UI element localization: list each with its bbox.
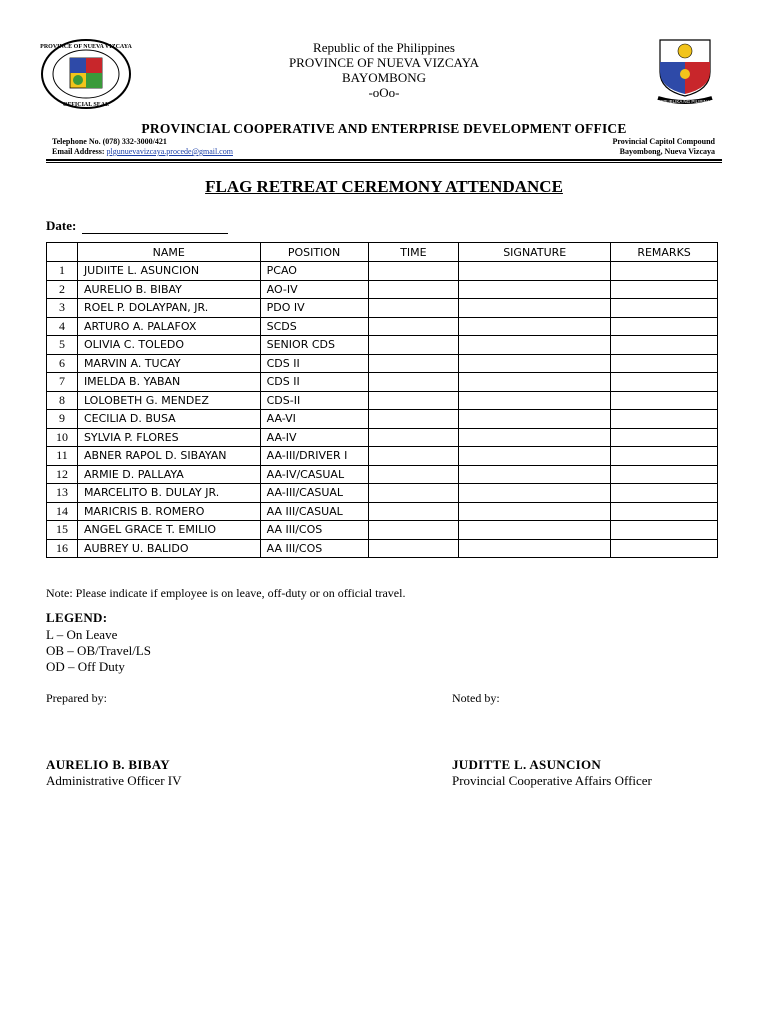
row-name: OLIVIA C. TOLEDO xyxy=(77,336,260,355)
header-remarks: REMARKS xyxy=(611,243,718,262)
telephone: Telephone No. (078) 332-3000/421 xyxy=(52,137,167,146)
noted-by-title: Provincial Cooperative Affairs Officer xyxy=(452,773,652,788)
row-signature-cell[interactable] xyxy=(459,521,611,540)
row-time-cell[interactable] xyxy=(368,317,459,336)
table-row xyxy=(47,539,718,558)
row-remarks-cell[interactable] xyxy=(611,465,718,484)
row-signature-cell[interactable] xyxy=(459,428,611,447)
row-name: IMELDA B. YABAN xyxy=(77,373,260,392)
row-signature-cell[interactable] xyxy=(459,299,611,318)
government-header xyxy=(0,40,768,100)
table-row xyxy=(47,262,718,281)
row-position: CDS II xyxy=(260,373,368,392)
table-row xyxy=(47,465,718,484)
row-position: SENIOR CDS xyxy=(260,336,368,355)
row-name: ROEL P. DOLAYPAN, JR. xyxy=(77,299,260,318)
row-position: AA-III/DRIVER I xyxy=(260,447,368,466)
municipality-line: BAYOMBONG xyxy=(341,70,427,85)
row-number: 6 xyxy=(47,354,78,373)
province-line: PROVINCE OF NUEVA VIZCAYA xyxy=(288,55,480,70)
prepared-by-name: AURELIO B. BIBAY xyxy=(46,757,170,772)
row-position: CDS-II xyxy=(260,391,368,410)
address-line-1: Provincial Capitol Compound xyxy=(612,137,715,146)
row-time-cell[interactable] xyxy=(368,354,459,373)
row-name: CECILIA D. BUSA xyxy=(77,410,260,429)
prepared-by-title: Administrative Officer IV xyxy=(46,773,182,788)
row-position: SCDS xyxy=(260,317,368,336)
row-name: MARCELITO B. DULAY JR. xyxy=(77,484,260,503)
row-remarks-cell[interactable] xyxy=(611,373,718,392)
legend-item-off-duty: OD – Off Duty xyxy=(46,659,125,674)
row-signature-cell[interactable] xyxy=(459,447,611,466)
address-line-2: Bayombong, Nueva Vizcaya xyxy=(619,147,715,156)
row-time-cell[interactable] xyxy=(368,262,459,281)
table-row xyxy=(47,447,718,466)
row-remarks-cell[interactable] xyxy=(611,539,718,558)
row-number: 1 xyxy=(47,262,78,281)
header-time: TIME xyxy=(368,243,459,262)
row-number: 7 xyxy=(47,373,78,392)
row-number: 16 xyxy=(47,539,78,558)
row-position: AA-IV xyxy=(260,428,368,447)
row-remarks-cell[interactable] xyxy=(611,391,718,410)
row-time-cell[interactable] xyxy=(368,447,459,466)
date-field xyxy=(46,218,228,234)
table-row xyxy=(47,410,718,429)
date-label: Date: xyxy=(46,218,77,233)
row-remarks-cell[interactable] xyxy=(611,336,718,355)
row-signature-cell[interactable] xyxy=(459,373,611,392)
noted-by-label: Noted by: xyxy=(452,691,500,705)
row-number: 10 xyxy=(47,428,78,447)
row-number: 11 xyxy=(47,447,78,466)
row-time-cell[interactable] xyxy=(368,465,459,484)
row-position: AA III/COS xyxy=(260,521,368,540)
row-number: 4 xyxy=(47,317,78,336)
row-remarks-cell[interactable] xyxy=(611,484,718,503)
row-time-cell[interactable] xyxy=(368,336,459,355)
row-name: LOLOBETH G. MENDEZ xyxy=(77,391,260,410)
row-name: AUBREY U. BALIDO xyxy=(77,539,260,558)
row-remarks-cell[interactable] xyxy=(611,521,718,540)
table-row xyxy=(47,299,718,318)
document-title: FLAG RETREAT CEREMONY ATTENDANCE xyxy=(205,177,563,196)
row-position: PDO IV xyxy=(260,299,368,318)
row-time-cell[interactable] xyxy=(368,280,459,299)
row-time-cell[interactable] xyxy=(368,521,459,540)
legend-item-leave: L – On Leave xyxy=(46,627,118,642)
row-number: 3 xyxy=(47,299,78,318)
row-remarks-cell[interactable] xyxy=(611,262,718,281)
email-label: Email Address: xyxy=(52,147,107,156)
row-signature-cell[interactable] xyxy=(459,354,611,373)
row-time-cell[interactable] xyxy=(368,299,459,318)
row-number: 13 xyxy=(47,484,78,503)
row-signature-cell[interactable] xyxy=(459,391,611,410)
row-signature-cell[interactable] xyxy=(459,410,611,429)
date-input-line[interactable] xyxy=(82,221,228,234)
table-row xyxy=(47,354,718,373)
row-name: SYLVIA P. FLORES xyxy=(77,428,260,447)
row-number: 2 xyxy=(47,280,78,299)
attendance-table xyxy=(46,242,718,558)
row-position: AA-VI xyxy=(260,410,368,429)
svg-text:REPUBLIKA NG PILIPINAS: REPUBLIKA NG PILIPINAS xyxy=(657,99,713,104)
noted-by-name: JUDITTE L. ASUNCION xyxy=(452,757,602,772)
table-row xyxy=(47,502,718,521)
prepared-by-label: Prepared by: xyxy=(46,691,107,705)
row-number: 15 xyxy=(47,521,78,540)
table-row xyxy=(47,484,718,503)
row-name: ARTURO A. PALAFOX xyxy=(77,317,260,336)
table-row xyxy=(47,373,718,392)
email-link[interactable]: plgunuevavizcaya.procede@gmail.com xyxy=(106,147,233,156)
row-signature-cell[interactable] xyxy=(459,262,611,281)
seal-left-text: PROVINCE OF NUEVA VIZCAYA xyxy=(40,44,132,50)
table-row xyxy=(47,280,718,299)
row-remarks-cell[interactable] xyxy=(611,299,718,318)
row-position: PCAO xyxy=(260,262,368,281)
header-divider xyxy=(46,159,722,161)
row-position: AO-IV xyxy=(260,280,368,299)
row-name: ANGEL GRACE T. EMILIO xyxy=(77,521,260,540)
row-position: AA-IV/CASUAL xyxy=(260,465,368,484)
ornament-line: -oOo- xyxy=(368,85,400,100)
table-row xyxy=(47,336,718,355)
legend-item-ob: OB – OB/Travel/LS xyxy=(46,643,151,658)
row-position: AA III/COS xyxy=(260,539,368,558)
row-time-cell[interactable] xyxy=(368,502,459,521)
table-row xyxy=(47,391,718,410)
row-signature-cell[interactable] xyxy=(459,465,611,484)
row-time-cell[interactable] xyxy=(368,373,459,392)
row-number: 14 xyxy=(47,502,78,521)
row-name: ARMIE D. PALLAYA xyxy=(77,465,260,484)
table-row xyxy=(47,428,718,447)
row-position: CDS II xyxy=(260,354,368,373)
row-time-cell[interactable] xyxy=(368,484,459,503)
row-name: AURELIO B. BIBAY xyxy=(77,280,260,299)
table-body xyxy=(47,262,718,558)
legend-title: LEGEND: xyxy=(46,610,108,625)
row-time-cell[interactable] xyxy=(368,428,459,447)
header-name: NAME xyxy=(77,243,260,262)
row-number: 12 xyxy=(47,465,78,484)
row-signature-cell[interactable] xyxy=(459,317,611,336)
row-remarks-cell[interactable] xyxy=(611,317,718,336)
row-signature-cell[interactable] xyxy=(459,502,611,521)
table-row xyxy=(47,317,718,336)
row-name: MARVIN A. TUCAY xyxy=(77,354,260,373)
contact-info xyxy=(52,137,233,157)
row-time-cell[interactable] xyxy=(368,391,459,410)
row-number: 9 xyxy=(47,410,78,429)
address-info xyxy=(612,137,715,157)
row-name: MARICRIS B. ROMERO xyxy=(77,502,260,521)
row-time-cell[interactable] xyxy=(368,539,459,558)
note-text: Note: Please indicate if employee is on leave, off-duty or on official travel. xyxy=(46,586,406,600)
row-remarks-cell[interactable] xyxy=(611,354,718,373)
row-time-cell[interactable] xyxy=(368,410,459,429)
row-remarks-cell[interactable] xyxy=(611,447,718,466)
header-divider-thin xyxy=(46,162,722,163)
row-remarks-cell[interactable] xyxy=(611,410,718,429)
header-position: POSITION xyxy=(260,243,368,262)
row-signature-cell[interactable] xyxy=(459,280,611,299)
row-name: JUDIITE L. ASUNCION xyxy=(77,262,260,281)
row-remarks-cell[interactable] xyxy=(611,502,718,521)
table-row xyxy=(47,521,718,540)
row-number: 8 xyxy=(47,391,78,410)
row-position: AA III/CASUAL xyxy=(260,502,368,521)
row-number: 5 xyxy=(47,336,78,355)
office-name: PROVINCIAL COOPERATIVE AND ENTERPRISE DEVELOPMENT OFFICE xyxy=(141,121,627,136)
row-signature-cell[interactable] xyxy=(459,484,611,503)
header-signature: SIGNATURE xyxy=(459,243,611,262)
row-signature-cell[interactable] xyxy=(459,539,611,558)
table-header-row xyxy=(47,243,718,262)
row-remarks-cell[interactable] xyxy=(611,280,718,299)
row-position: AA-III/CASUAL xyxy=(260,484,368,503)
row-remarks-cell[interactable] xyxy=(611,428,718,447)
row-name: ABNER RAPOL D. SIBAYAN xyxy=(77,447,260,466)
republic-line: Republic of the Philippines xyxy=(313,40,455,55)
row-signature-cell[interactable] xyxy=(459,336,611,355)
svg-text:OFFICIAL SEAL: OFFICIAL SEAL xyxy=(62,102,110,108)
header-number xyxy=(47,243,78,262)
